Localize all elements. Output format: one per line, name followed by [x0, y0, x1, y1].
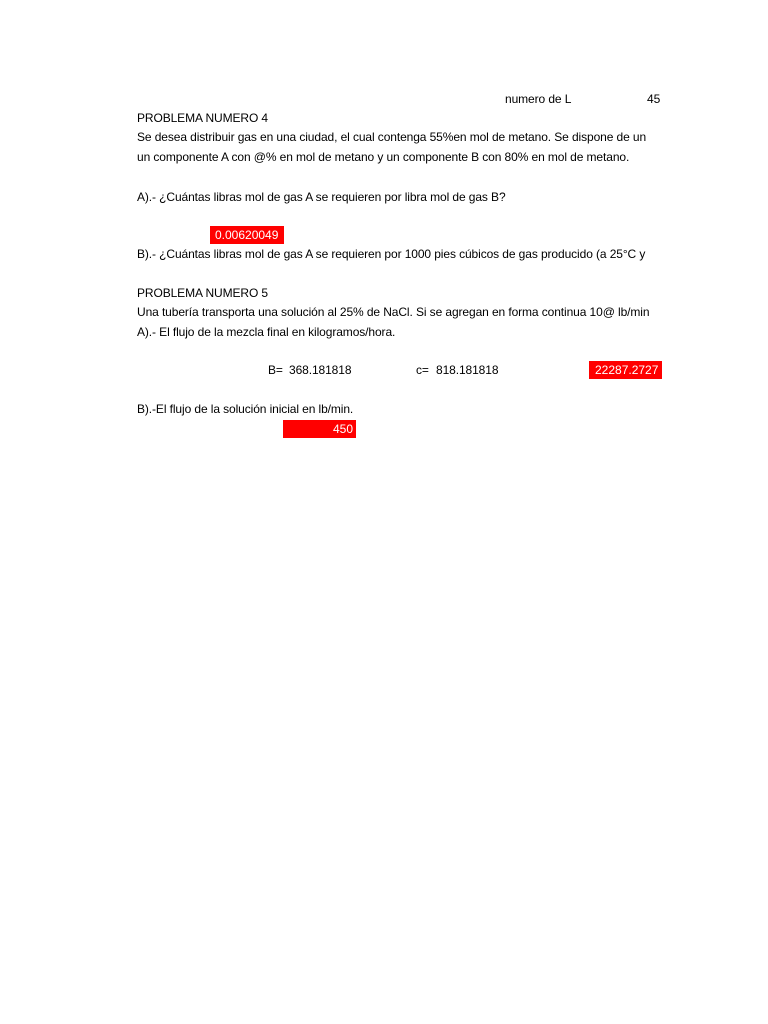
- problema-4-statement-line-2: un componente A con @% en mol de metano y un componente B con 80% en mol de metano.: [137, 150, 630, 164]
- b-value: 368.181818: [289, 363, 352, 377]
- problema-4-statement-line-1: Se desea distribuir gas en una ciudad, el cual contenga 55%en mol de metano. Se dispone de un: [137, 130, 647, 144]
- problema-5-answer-a-cell: 22287.2727: [589, 361, 662, 379]
- problema-5-question-b: B).-El flujo de la solución inicial en lb/min.: [137, 402, 354, 416]
- problema-4-answer-a-cell: 0.00620049: [210, 226, 284, 244]
- problema-4-question-b: B).- ¿Cuántas libras mol de gas A se requieren por 1000 pies cúbicos de gas producido (a 25°C y: [137, 247, 646, 261]
- numero-label: numero de L: [505, 92, 572, 106]
- problema-5-answer-b-cell: 450: [283, 420, 356, 438]
- problema-5-question-a: A).- El flujo de la mezcla final en kilogramos/hora.: [137, 325, 396, 339]
- c-value: 818.181818: [436, 363, 499, 377]
- b-label: B=: [268, 363, 283, 377]
- numero-value: 45: [647, 92, 661, 106]
- c-label: c=: [416, 363, 429, 377]
- problema-5-title: PROBLEMA NUMERO 5: [137, 286, 268, 300]
- problema-4-question-a: A).- ¿Cuántas libras mol de gas A se requieren por libra mol de gas B?: [137, 190, 506, 204]
- problema-4-title: PROBLEMA NUMERO 4: [137, 111, 268, 125]
- problema-5-statement-line-1: Una tubería transporta una solución al 25% de NaCl. Si se agregan en forma continua 10@ lb/min: [137, 305, 650, 319]
